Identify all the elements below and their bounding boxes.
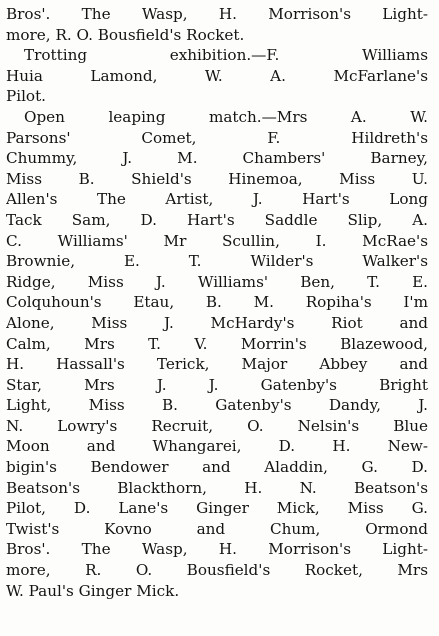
text-line: C. Williams' Mr Scullin, I. McRae's — [6, 231, 428, 250]
text-line: Bros'. The Wasp, H. Morrison's Light- — [6, 540, 428, 559]
text-line: Calm, Mrs T. V. Morrin's Blazewood, — [6, 334, 428, 353]
text-line: Moon and Whangarei, D. H. New- — [6, 437, 428, 456]
text-line: Brownie, E. T. Wilder's Walker's — [6, 252, 428, 271]
text-line: Chummy, J. M. Chambers' Barney, — [6, 149, 428, 168]
text-line: more, R. O. Bousfield's Rocket, Mrs — [6, 561, 428, 580]
text-line: Miss B. Shield's Hinemoa, Miss U. — [6, 169, 428, 188]
text-line: Ridge, Miss J. Williams' Ben, T. E. — [6, 272, 428, 291]
text-line: Tack Sam, D. Hart's Saddle Slip, A. — [6, 210, 428, 229]
text-line: Beatson's Blackthorn, H. N. Beatson's — [6, 478, 428, 497]
text-line: Colquhoun's Etau, B. M. Ropiha's I'm — [6, 293, 428, 312]
text-line: Twist's Kovno and Chum, Ormond — [6, 519, 428, 538]
text-line: Star, Mrs J. J. Gatenby's Bright — [6, 375, 428, 394]
text-line: Huia Lamond, W. A. McFarlane's — [6, 66, 428, 85]
text-line: Bros'. The Wasp, H. Morrison's Light- — [6, 5, 428, 23]
text-line: more, R. O. Bousfield's Rocket. — [6, 25, 245, 44]
text-line: Parsons' Comet, F. Hildreth's — [6, 128, 428, 147]
text-line: Pilot, D. Lane's Ginger Mick, Miss G. — [6, 499, 428, 518]
text-line: Allen's The Artist, J. Hart's Long — [6, 190, 428, 209]
text-line: Light, Miss B. Gatenby's Dandy, J. — [6, 396, 428, 415]
text-line: W. Paul's Ginger Mick. — [6, 581, 180, 600]
text-line: Open leaping match.—Mrs A. W. — [24, 107, 428, 126]
text-line: bigin's Bendower and Aladdin, G. D. — [6, 458, 428, 477]
text-line: Alone, Miss J. McHardy's Riot and — [6, 313, 428, 332]
text-line: Pilot. — [6, 87, 47, 106]
article-column — [6, 4, 428, 601]
text-line: Trotting exhibition.—F. Williams — [24, 46, 428, 65]
text-line: N. Lowry's Recruit, O. Nelsin's Blue — [6, 416, 428, 435]
text-line: H. Hassall's Terick, Major Abbey and — [6, 355, 428, 374]
